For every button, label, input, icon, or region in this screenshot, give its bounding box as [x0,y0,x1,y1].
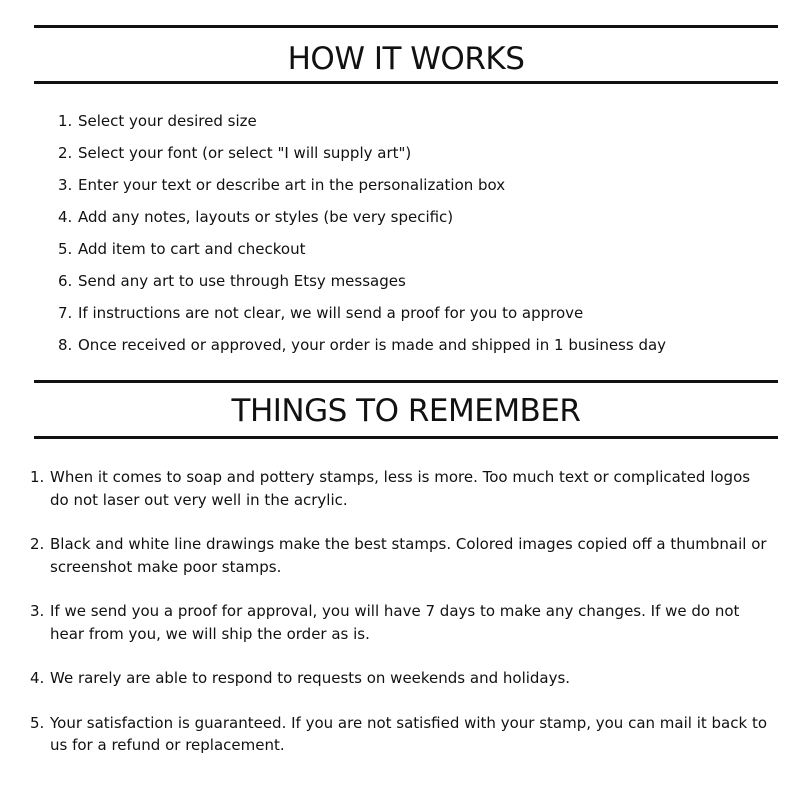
step-number: 6. [58,272,73,290]
remember-text: When it comes to soap and pottery stamps, less is more. Too much text or complicated logos do not laser out very well in the acrylic. [50,468,751,509]
remember-text: Black and white line drawings make the best stamps. Colored images copied off a thumbnail or screenshot make poor stamps. [50,535,767,576]
step-number: 1. [58,112,73,130]
top-divider-1 [34,25,778,28]
remember-number: 5. [30,713,45,732]
remember-item [30,600,770,645]
remember-number: 2. [30,535,45,553]
step-item [58,334,778,366]
step-number: 8. [58,336,73,354]
step-text: Enter your text or describe art in the personalization box [78,176,506,194]
step-text: Once received or approved, your order is made and shipped in 1 business day [78,336,667,354]
step-text: Send any art to use through Etsy messages [78,272,406,290]
step-text: Select your desired size [78,112,257,130]
step-item [58,110,778,142]
step-number: 3. [58,176,73,194]
step-text: If instructions are not clear, we will send a proof for you to approve [78,304,584,322]
step-item [58,238,778,270]
step-text: Select your font (or select "I will supply art") [78,144,412,162]
middle-divider-2 [34,436,778,439]
remember-item [30,712,770,757]
how-it-works-list [58,110,778,366]
remember-number: 3. [30,602,45,620]
remember-number: 1. [30,468,45,486]
remember-number: 4. [30,669,45,687]
middle-divider-1 [34,380,778,383]
step-number: 2. [58,144,73,162]
remember-item [30,667,770,690]
things-to-remember-title: THINGS TO REMEMBER [231,393,581,429]
how-it-works-title: HOW IT WORKS [287,41,525,77]
step-text: Add item to cart and checkout [78,240,306,258]
step-number: 7. [58,304,73,322]
remember-text: Your satisfaction is guaranteed. If you are not satisfied with your stamp, you can mail it back to us for a refund or replacement. [50,713,767,754]
step-item [58,302,778,334]
top-divider-2 [34,81,778,84]
step-number: 5. [58,240,73,258]
step-text: Add any notes, layouts or styles (be very specific) [78,208,454,226]
step-item [58,206,778,238]
things-to-remember-list [30,466,770,779]
step-item [58,270,778,302]
step-number: 4. [58,208,73,226]
step-item [58,174,778,206]
remember-item [30,533,770,578]
remember-item [30,466,770,511]
remember-text: We rarely are able to respond to requests on weekends and holidays. [50,669,571,687]
remember-text: If we send you a proof for approval, you will have 7 days to make any changes. If we do not hear from you, we will ship the order as is. [50,602,740,643]
step-item [58,142,778,174]
